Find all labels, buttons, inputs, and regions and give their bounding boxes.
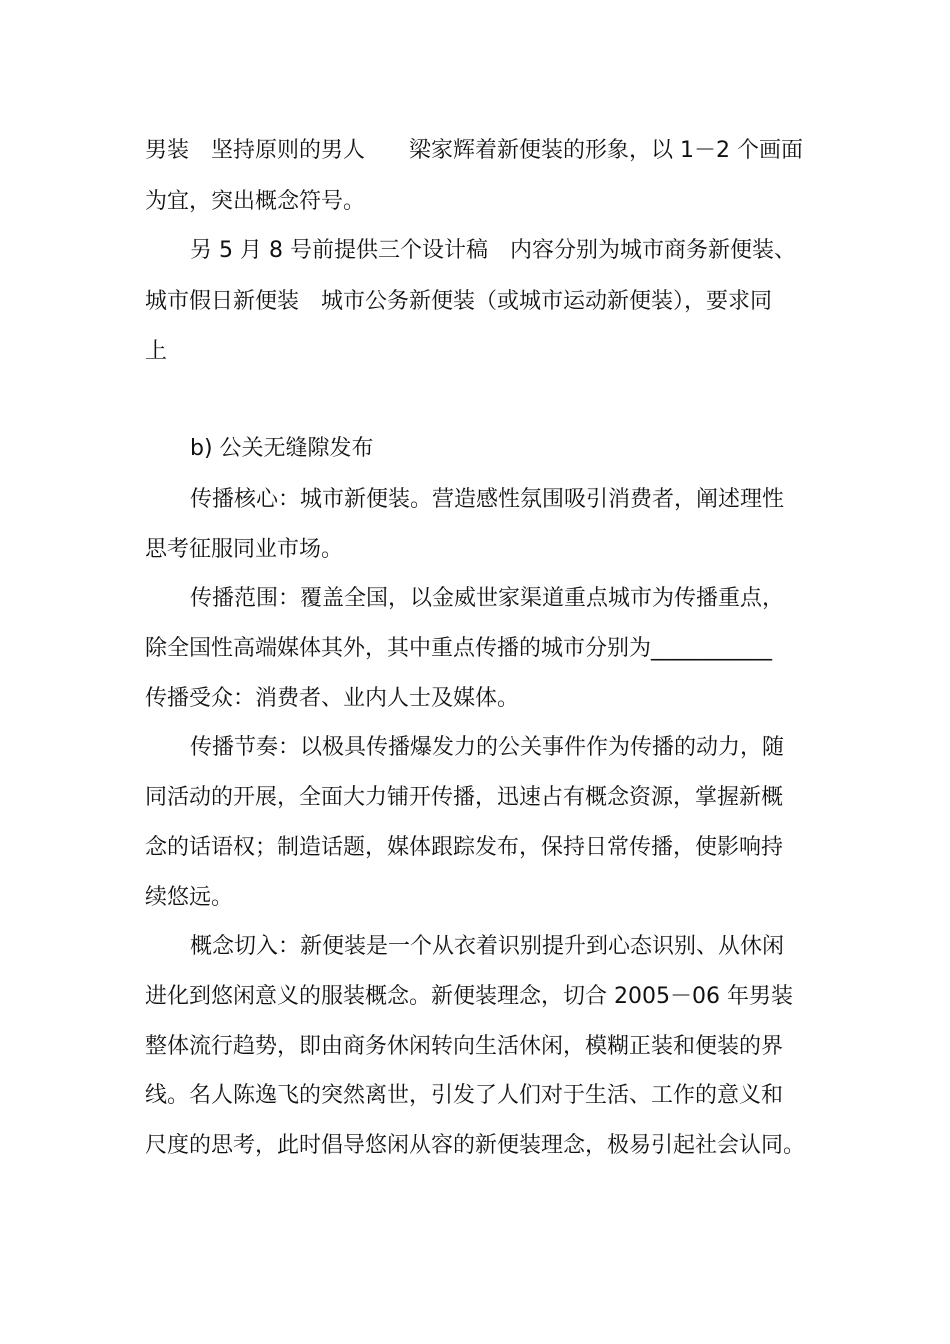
text-line: 男装 坚持原则的男人 梁家辉着新便装的形象，以 1－2 个画面 [145, 138, 803, 163]
text-line: 尺度的思考，此时倡导悠闲从容的新便装理念，极易引起社会认同。 [145, 1133, 806, 1158]
text-line: 线。名人陈逸飞的突然离世，引发了人们对于生活、工作的意义和 [145, 1083, 784, 1108]
text-line: 思考征服同业市场。 [145, 537, 344, 562]
section-heading: b) 公关无缝隙发布 [190, 436, 374, 461]
text-line: 除全国性高端媒体其外，其中重点传播的城市分别为___________ [145, 636, 773, 661]
text-line: 为宜，突出概念符号。 [145, 189, 366, 214]
text-line: 传播核心：城市新便装。营造感性氛围吸引消费者，阐述理性 [190, 487, 785, 512]
text-line: 传播受众：消费者、业内人士及媒体。 [145, 686, 520, 711]
text-line: 续悠远。 [145, 885, 234, 910]
text-line: 传播节奏：以极具传播爆发力的公关事件作为传播的动力，随 [190, 735, 785, 760]
text-line: 传播范围：覆盖全国，以金威世家渠道重点城市为传播重点， [190, 586, 785, 611]
text-line: 上 [145, 339, 168, 364]
text-line: 同活动的开展，全面大力铺开传播，迅速占有概念资源，掌握新概 [145, 785, 784, 810]
text-line: 另 5 月 8 号前提供三个设计稿 内容分别为城市商务新便装、 [190, 238, 796, 263]
text-line: 城市假日新便装 城市公务新便装（或城市运动新便装），要求同 [145, 289, 773, 314]
text-line: 整体流行趋势，即由商务休闲转向生活休闲，模糊正装和便装的界 [145, 1034, 784, 1059]
text-line: 概念切入：新便装是一个从衣着识别提升到心态识别、从休闲 [190, 934, 785, 959]
text-line: 念的话语权；制造话题，媒体跟踪发布，保持日常传播，使影响持 [145, 835, 784, 860]
text-line: 进化到悠闲意义的服装概念。新便装理念，切合 2005－06 年男装 [145, 984, 793, 1009]
